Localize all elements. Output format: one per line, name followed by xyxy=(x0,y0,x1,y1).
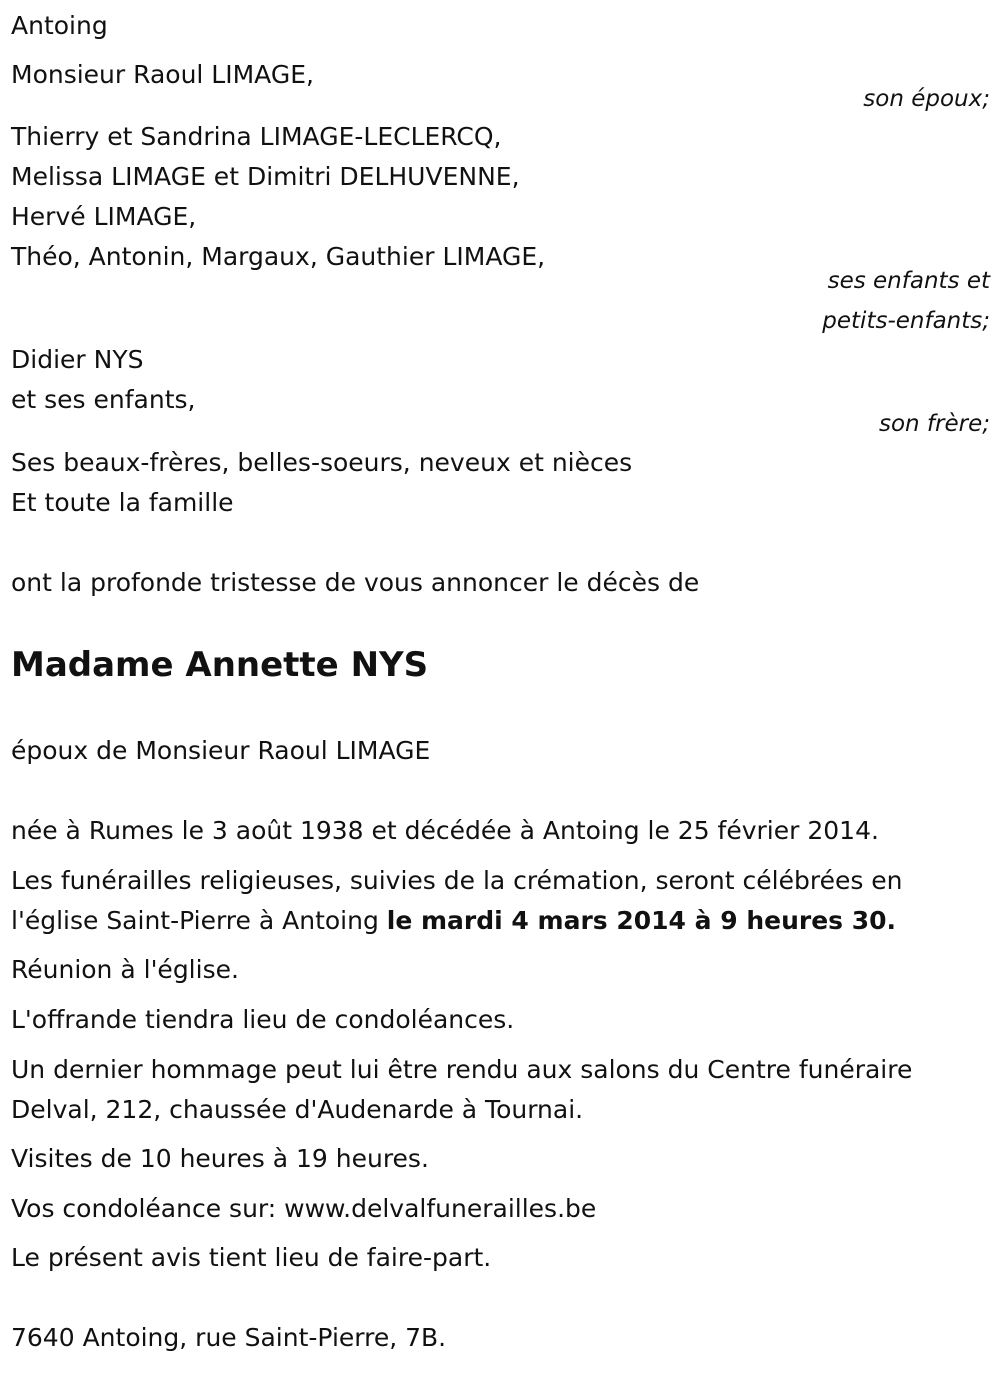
funeral-date: le mardi 4 mars 2014 à 9 heures 30. xyxy=(386,906,897,935)
child-line-4: Théo, Antonin, Margaux, Gauthier LIMAGE, xyxy=(11,242,546,271)
birth-death: née à Rumes le 3 août 1938 et décédée à Antoing le 25 février 2014. xyxy=(11,816,879,845)
deceased-name: Madame Annette NYS xyxy=(11,645,429,685)
spouse-name: Monsieur Raoul LIMAGE, xyxy=(11,60,314,89)
family-line-2: Et toute la famille xyxy=(11,488,234,517)
brother-role: son frère; xyxy=(878,411,990,437)
address: 7640 Antoing, rue Saint-Pierre, 7B. xyxy=(11,1323,447,1352)
family-line-1: Ses beaux-frères, belles-soeurs, neveux et nièces xyxy=(11,448,633,477)
tribute-line-1: Un dernier hommage peut lui être rendu aux salons du Centre funéraire xyxy=(11,1055,913,1084)
children-role-line-1: ses enfants et xyxy=(827,268,990,294)
location: Antoing xyxy=(11,11,108,40)
child-line-1: Thierry et Sandrina LIMAGE-LECLERCQ, xyxy=(11,122,502,151)
condolences: Vos condoléance sur: www.delvalfunerailles.be xyxy=(11,1194,597,1223)
visits: Visites de 10 heures à 19 heures. xyxy=(11,1144,429,1173)
children-role-line-2: petits-enfants; xyxy=(822,308,990,334)
child-line-2: Melissa LIMAGE et Dimitri DELHUVENNE, xyxy=(11,162,520,191)
brother-name: Didier NYS xyxy=(11,345,144,374)
funeral-line-2 xyxy=(11,901,896,941)
reunion: Réunion à l'église. xyxy=(11,955,239,984)
funeral-place: l'église Saint-Pierre à Antoing xyxy=(11,906,387,935)
announcement: ont la profonde tristesse de vous annoncer le décès de xyxy=(11,568,700,597)
funeral-line-1: Les funérailles religieuses, suivies de la crémation, seront célébrées en xyxy=(11,866,903,895)
brother-children: et ses enfants, xyxy=(11,385,196,414)
child-line-3: Hervé LIMAGE, xyxy=(11,202,197,231)
spouse-of: époux de Monsieur Raoul LIMAGE xyxy=(11,736,431,765)
notice: Le présent avis tient lieu de faire-part. xyxy=(11,1243,492,1272)
offering: L'offrande tiendra lieu de condoléances. xyxy=(11,1005,515,1034)
tribute-line-2: Delval, 212, chaussée d'Audenarde à Tournai. xyxy=(11,1095,584,1124)
spouse-role: son époux; xyxy=(863,86,990,112)
